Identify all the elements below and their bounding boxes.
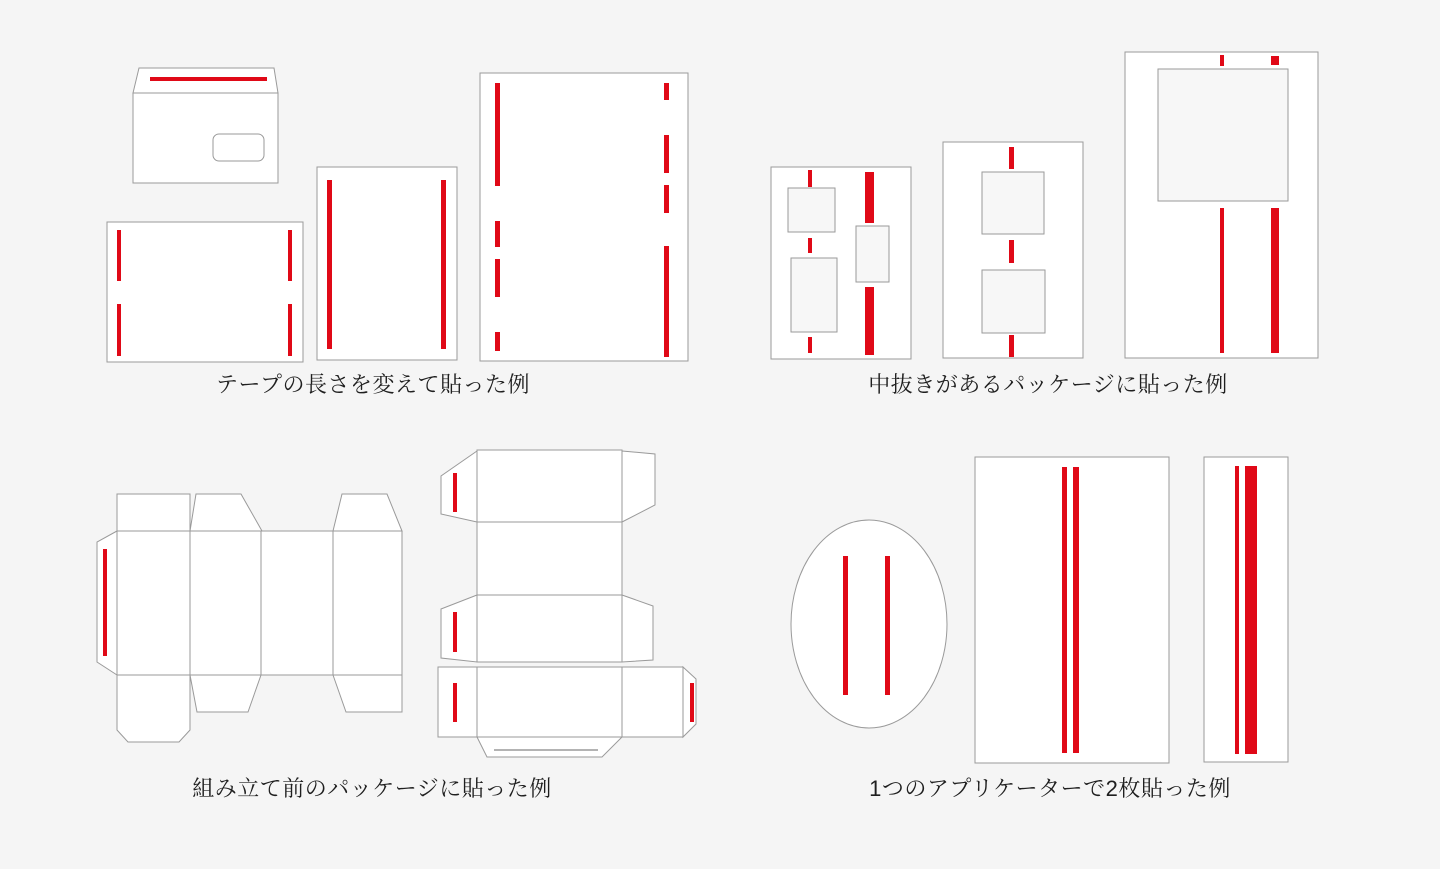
caption-flat-dieline-examples: 組み立て前のパッケージに貼った例 — [192, 776, 552, 801]
flat-dieline-examples — [97, 450, 696, 757]
tape-mark — [1009, 147, 1014, 169]
carton-body — [117, 531, 402, 675]
bottom-flap — [117, 675, 190, 742]
bottom-flap — [333, 675, 402, 712]
tape-mark — [664, 83, 669, 100]
tape-mark — [1220, 208, 1224, 353]
cutout-window — [1158, 69, 1288, 201]
tape-mark — [690, 683, 694, 722]
tape-mark — [885, 556, 890, 695]
top-flap — [190, 494, 262, 531]
tape-mark — [495, 83, 500, 186]
caption-tape-length-examples: テープの長さを変えて貼った例 — [216, 372, 530, 397]
tape-mark — [453, 612, 457, 652]
cutout-window — [982, 270, 1045, 333]
tape-mark — [808, 170, 812, 187]
top-flap — [117, 494, 190, 531]
tape-mark — [327, 180, 332, 349]
tape-mark-wide — [1271, 208, 1279, 353]
tape-mark — [664, 185, 669, 213]
tape-mark — [664, 135, 669, 173]
tape-mark — [808, 337, 812, 353]
cutout-package-examples — [771, 52, 1318, 359]
double-applicator-examples — [791, 457, 1288, 763]
tape-length-examples — [107, 68, 688, 362]
tape-mark — [1220, 55, 1224, 66]
tape-mark — [441, 180, 446, 349]
tape-mark — [664, 246, 669, 357]
tape-mark — [150, 77, 267, 81]
tape-mark — [495, 221, 500, 247]
tape-mark — [495, 259, 500, 297]
tuck-flap — [477, 737, 622, 757]
tuck-crease-line — [494, 749, 598, 751]
oval-label — [791, 520, 947, 728]
tape-mark — [117, 304, 121, 356]
tape-mark-wide — [1245, 466, 1257, 754]
side-tab — [622, 595, 653, 662]
tape-mark — [808, 238, 812, 253]
top-flap — [333, 494, 402, 531]
side-tab — [622, 451, 655, 522]
tape-mark-wide — [1271, 56, 1279, 65]
sheet-medium — [317, 167, 457, 360]
tape-mark-wide — [865, 287, 874, 355]
caption-cutout-package-examples: 中抜きがあるパッケージに貼った例 — [868, 372, 1228, 397]
tape-mark — [1062, 467, 1067, 753]
tape-mark — [288, 304, 292, 356]
tape-mark — [1009, 240, 1014, 263]
tape-mark — [453, 683, 457, 722]
tape-mark — [1009, 335, 1014, 357]
bottom-flap — [190, 675, 261, 712]
side-tab — [441, 451, 477, 522]
carton-bottom-row — [438, 667, 683, 737]
sheet-large — [480, 73, 688, 361]
tape-mark — [1235, 466, 1239, 754]
side-tab — [441, 595, 477, 662]
tape-mark-wide — [865, 172, 874, 223]
sheet-wide — [975, 457, 1169, 763]
carton-column — [477, 450, 622, 662]
cutout-window — [788, 188, 835, 232]
cutout-window — [982, 172, 1044, 234]
sheet-short — [107, 222, 303, 362]
cutout-window — [791, 258, 837, 332]
tape-mark — [453, 473, 457, 512]
tape-mark — [495, 332, 500, 351]
tape-mark — [1073, 467, 1079, 753]
end-tab — [683, 667, 696, 737]
tape-mark — [843, 556, 848, 695]
tape-mark — [288, 230, 292, 281]
cutout-window — [856, 226, 889, 282]
caption-double-applicator-examples: 1つのアプリケーターで2枚貼った例 — [869, 776, 1231, 801]
tape-mark — [103, 549, 107, 656]
tape-mark — [117, 230, 121, 281]
address-window — [213, 134, 264, 161]
